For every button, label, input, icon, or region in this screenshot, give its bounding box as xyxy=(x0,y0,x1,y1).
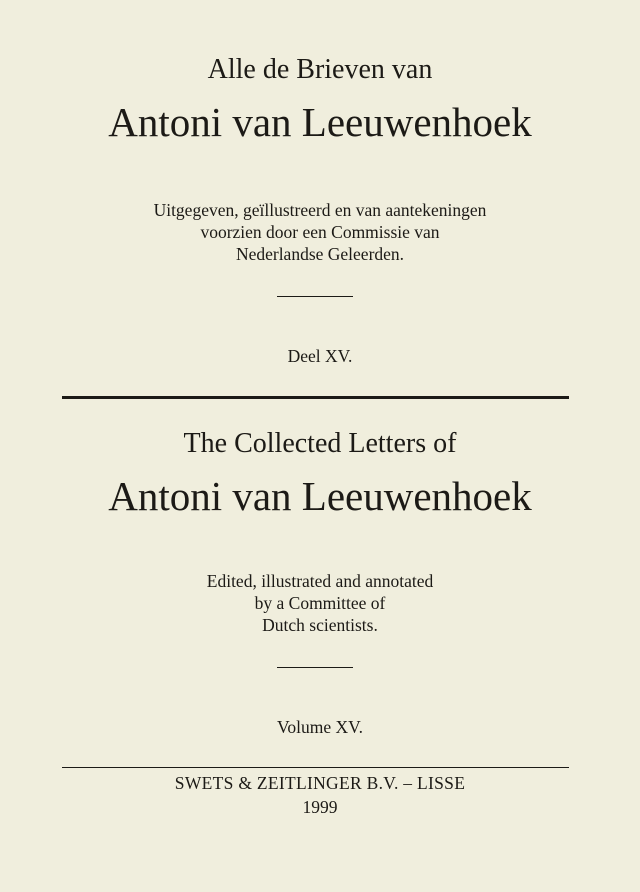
publisher: SWETS & ZEITLINGER B.V. – LISSE xyxy=(174,773,466,793)
english-description-line-2: by a Committee of xyxy=(254,593,386,613)
imprint-rule-top xyxy=(62,767,569,768)
dutch-author-title: Antoni van Leeuwenhoek xyxy=(108,99,532,145)
short-divider xyxy=(277,296,353,297)
dutch-volume: Deel XV. xyxy=(287,346,353,366)
publication-year: 1999 xyxy=(302,797,338,817)
english-description-line-1: Edited, illustrated and annotated xyxy=(206,571,434,591)
english-author-title: Antoni van Leeuwenhoek xyxy=(108,473,532,519)
dutch-series-title: Alle de Brieven van xyxy=(207,54,433,85)
dutch-description-line-2: voorzien door een Commissie van xyxy=(200,222,440,242)
dutch-description-line-1: Uitgegeven, geïllustreerd en van aantekeningen xyxy=(153,200,487,220)
english-volume: Volume XV. xyxy=(277,717,363,737)
dutch-description-line-3: Nederlandse Geleerden. xyxy=(235,244,405,264)
short-divider xyxy=(277,667,353,668)
english-description-line-3: Dutch scientists. xyxy=(262,615,378,635)
section-divider xyxy=(62,396,569,399)
english-series-title: The Collected Letters of xyxy=(183,428,457,459)
